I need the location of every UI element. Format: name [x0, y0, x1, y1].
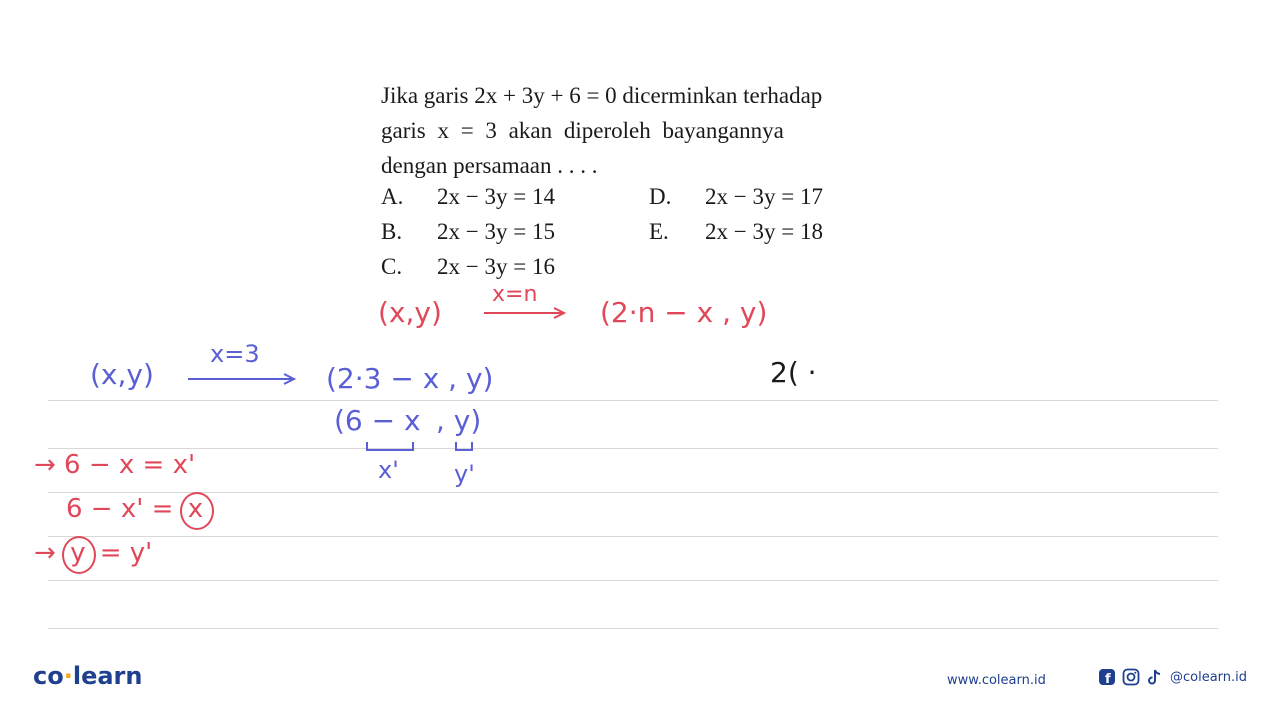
svg-text:f: f [1105, 672, 1111, 686]
equation-x-prime: → 6 − x = x' [34, 450, 196, 480]
tiktok-icon[interactable] [1146, 668, 1164, 686]
website-link[interactable]: www.colearn.id [947, 673, 1046, 688]
option-e: E. 2x − 3y = 18 [649, 219, 823, 244]
circle-highlight [180, 492, 214, 530]
step-arrow [186, 372, 298, 386]
colearn-logo: co·learn [33, 662, 143, 690]
facebook-icon[interactable] [1098, 668, 1116, 686]
side-note: 2( · [770, 356, 817, 389]
option-d: D. 2x − 3y = 17 [649, 184, 823, 209]
social-handle[interactable]: @colearn.id [1170, 669, 1248, 685]
ruled-line [48, 400, 1218, 401]
ruled-line [48, 580, 1218, 581]
rule-original-point: (x,y) [378, 296, 442, 329]
x-prime-label: x' [378, 456, 399, 484]
x-prime-brace [366, 442, 414, 451]
ruled-line [48, 448, 1218, 449]
option-a: A. 2x − 3y = 14 [381, 184, 555, 209]
problem-statement [381, 78, 896, 183]
ruled-line [48, 628, 1218, 629]
simplified-y-part: , y) [436, 404, 482, 437]
equation-y-prime: → y = y' [34, 538, 152, 568]
social-links [1098, 668, 1247, 686]
rule-mirror-label: x=n [492, 282, 538, 307]
step-image-point: (2·3 − x , y) [326, 362, 494, 395]
y-prime-label: y' [454, 460, 475, 488]
circle-highlight [62, 536, 96, 574]
ruled-line [48, 492, 1218, 493]
step-mirror-label: x=3 [210, 340, 260, 368]
simplified-x-part: (6 − x [334, 404, 421, 437]
instagram-icon[interactable] [1122, 668, 1140, 686]
problem-line-3: dengan persamaan . . . . [381, 153, 598, 178]
option-c: C. 2x − 3y = 16 [381, 254, 555, 279]
problem-line-1: Jika garis 2x + 3y + 6 = 0 dicerminkan terhadap [381, 83, 823, 108]
y-prime-brace [455, 442, 473, 451]
option-b: B. 2x − 3y = 15 [381, 219, 555, 244]
step-original-point: (x,y) [90, 358, 154, 391]
equation-solve-x: 6 − x' = x [66, 494, 209, 524]
rule-arrow [482, 306, 568, 320]
ruled-line [48, 536, 1218, 537]
rule-image-point: (2·n − x , y) [600, 296, 768, 329]
problem-line-2: garis x = 3 akan diperoleh bayangannya [381, 118, 784, 143]
